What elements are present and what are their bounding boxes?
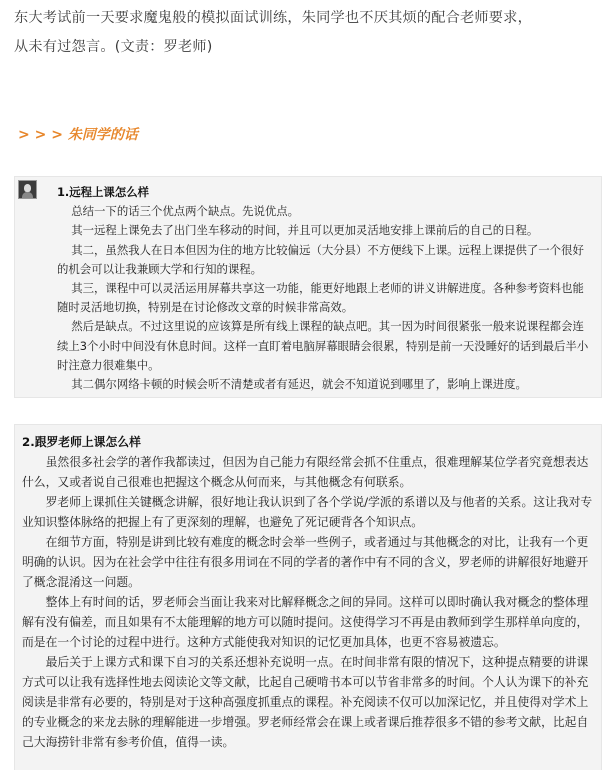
- paragraph: 虽然很多社会学的著作我都读过，但因为自己能力有限经常会抓不住重点，很难理解某位学者究竟想表达什么，又或者说自己很难也把握这个概念从何而来，与其他概念有何联系。: [22, 455, 589, 489]
- paragraph: 然后是缺点。不过这里说的应该算是所有线上课程的缺点吧。其一因为时间很紧张一般来说课程都会连续上3个小时中间没有休息时间。这样一直盯着电脑屏幕眼睛会很累，特别是前一天没睡好的话到最后半小时注意力很难集中。: [57, 319, 589, 372]
- paragraph: 总结一下的话三个优点两个缺点。先说优点。: [71, 204, 300, 219]
- quote-card-teacher-class: [14, 424, 602, 770]
- card-title: 2.跟罗老师上课怎么样: [22, 435, 141, 449]
- quote-card-remote-class: [14, 176, 602, 398]
- intro-text: [14, 4, 604, 62]
- paragraph: 整体上有时间的话，罗老师会当面让我来对比解释概念之间的异同。这样可以即时确认我对概念的整体理解有没有偏差，而且如果有不太能理解的地方可以随时提问。这使得学习不再是由教师到学生那样单向度的，而是在一个讨论的过程中进行。这种方式能使我对知识的记忆更加具体，也更不容易被遗忘。: [22, 595, 589, 649]
- paragraph: 其一远程上课免去了出门坐车移动的时间，并且可以更加灵活地安排上课前后的自己的日程。: [71, 223, 539, 238]
- paragraph: 其三，课程中可以灵活运用屏幕共享这一功能，能更好地跟上老师的讲义讲解进度。各种参考资料也能随时灵活地切换，特别是在讨论修改文章的时候非常高效。: [57, 281, 584, 315]
- intro-line: 从未有过怨言。(文责：罗老师): [14, 39, 213, 55]
- section-heading: > > > 朱同学的话: [18, 127, 138, 143]
- paragraph: 在细节方面，特别是讲到比较有难度的概念时会举一些例子，或者通过与其他概念的对比，让我有一个更明确的认识。因为在社会学中往往有很多用词在不同的学者的著作中有不同的含义，罗老师的讲解很好地避开了概念混淆这一问题。: [22, 535, 589, 589]
- card-content: [57, 183, 591, 394]
- paragraph: 其二偶尔网络卡顿的时候会听不清楚或者有延迟，就会不知道说到哪里了，影响上课进度。: [71, 377, 527, 392]
- intro-line: 东大考试前一天要求魔鬼般的模拟面试训练，朱同学也不厌其烦的配合老师要求，: [14, 10, 532, 26]
- paragraph: 其二，虽然我人在日本但因为住的地方比较偏远（大分县）不方便线下上课。远程上课提供了一个很好的机会可以让我兼顾大学和行知的课程。: [57, 242, 584, 276]
- avatar: [18, 180, 37, 199]
- paragraph: 罗老师上课抓住关键概念讲解，很好地让我认识到了各个学说/学派的系谱以及与他者的关系。这让我对专业知识整体脉络的把握上有了更深刻的理解，也避免了死记硬背各个知识点。: [22, 495, 593, 529]
- card-content: [22, 432, 594, 752]
- paragraph: 最后关于上课方式和课下自习的关系还想补充说明一点。在时间非常有限的情况下，这种提点精要的讲课方式可以让我有选择性地去阅读论文等文献，比起自己硬啃书本可以节省非常多的时间。个人认为课下的补充阅读是非常有必要的，特别是对于这种高强度抓重点的课程。补充阅读不仅可以加深记忆，并且使得对学术上的专业概念的来龙去脉的理解能进一步增强。罗老师经常会在课上或者课后推荐很多不错的参考文献，比起自己大海捞针非常有参考价值，值得一读。: [22, 655, 589, 749]
- card-title: 1.远程上课怎么样: [57, 185, 149, 199]
